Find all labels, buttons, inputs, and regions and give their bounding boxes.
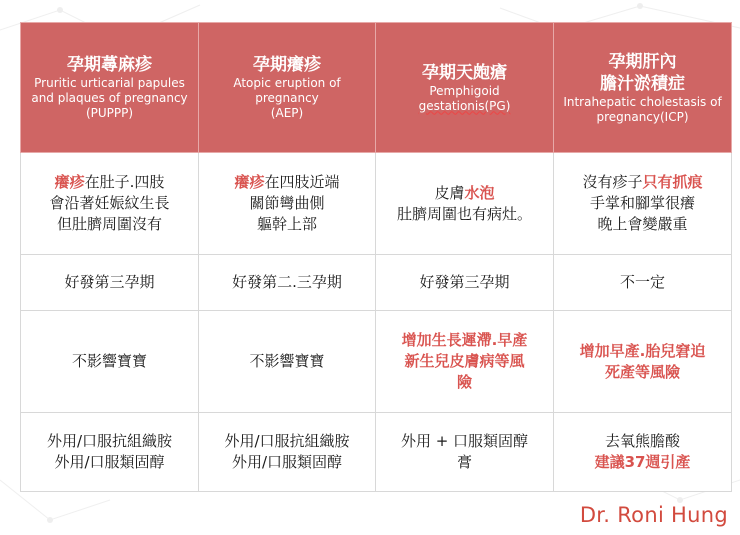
onset-cell-aep: 好發第二.三孕期 bbox=[199, 255, 376, 311]
onset-cell-icp: 不一定 bbox=[554, 255, 732, 311]
highlight-text: 建議37週引產 bbox=[594, 453, 691, 471]
cell-text: 膏 bbox=[456, 453, 472, 471]
header-subtitle: (AEP) bbox=[270, 106, 304, 120]
highlight-text: 增加早產.胎兒窘迫 bbox=[579, 341, 706, 360]
highlight-text: 新生兒皮膚病等風 bbox=[404, 352, 525, 370]
header-subtitle: pregnancy(ICP) bbox=[596, 109, 689, 124]
header-aep bbox=[199, 23, 376, 153]
header-subtitle: Intrahepatic cholestasis of bbox=[563, 94, 722, 109]
author-credit: Dr. Roni Hung bbox=[579, 503, 728, 527]
impact-cell-icp bbox=[554, 311, 732, 413]
symptoms-cell-aep bbox=[199, 153, 376, 255]
cell-text: 皮膚 bbox=[434, 183, 465, 202]
symptoms-cell-pg bbox=[376, 153, 554, 255]
header-puppp bbox=[21, 23, 199, 153]
header-subtitle: Atopic eruption of bbox=[233, 76, 341, 90]
impact-cell-puppp: 不影響寶寶 bbox=[21, 311, 199, 413]
header-title-line2: 膽汁淤積症 bbox=[600, 73, 685, 94]
cell-text: 手掌和腳掌很癢 bbox=[589, 194, 695, 212]
symptoms-row bbox=[21, 153, 732, 255]
highlight-text: 增加生長遲滯.早產 bbox=[401, 331, 528, 349]
onset-cell-pg: 好發第三孕期 bbox=[376, 255, 554, 311]
cell-text: 外用/口服抗組織胺 bbox=[224, 432, 350, 450]
impact-cell-pg bbox=[376, 311, 554, 413]
header-title: 孕期天皰瘡 bbox=[422, 62, 507, 83]
cell-text: 外用/口服類固醇 bbox=[231, 453, 343, 471]
cell-text: 晚上會變嚴重 bbox=[597, 215, 688, 233]
fetal-impact-row bbox=[21, 311, 732, 413]
symptoms-cell-puppp bbox=[21, 153, 199, 255]
cell-text: 會沿著妊娠紋生長 bbox=[49, 194, 170, 212]
cell-text: 外用 + 口服類固醇 bbox=[400, 432, 529, 450]
highlight-text: 只有抓痕 bbox=[642, 173, 703, 191]
highlight-text: 癢疹 bbox=[54, 173, 85, 191]
onset-cell-puppp: 好發第三孕期 bbox=[21, 255, 199, 311]
header-subtitle: pregnancy bbox=[255, 91, 319, 105]
symptoms-cell-icp bbox=[554, 153, 732, 255]
header-subtitle: Pemphigoid bbox=[429, 83, 500, 98]
header-title: 孕期癢疹 bbox=[253, 55, 321, 75]
header-subtitle: (PUPPP) bbox=[85, 106, 134, 120]
header-icp bbox=[554, 23, 732, 153]
highlight-text: 癢疹 bbox=[234, 173, 265, 191]
header-pg bbox=[376, 23, 554, 153]
header-subtitle: gestationis(PG) bbox=[418, 98, 511, 113]
treatment-cell-puppp bbox=[21, 413, 199, 492]
treatment-cell-icp bbox=[554, 413, 732, 492]
highlight-text: 水泡 bbox=[464, 183, 495, 202]
cell-text: 軀幹上部 bbox=[256, 215, 317, 233]
cell-text: 外用/口服類固醇 bbox=[54, 453, 165, 471]
cell-text: 在肚子.四肢 bbox=[84, 173, 165, 191]
cell-text: 沒有疹子 bbox=[582, 173, 643, 191]
highlight-text: 險 bbox=[456, 373, 472, 391]
cell-text: 外用/口服抗組織胺 bbox=[46, 432, 173, 450]
header-subtitle: Pruritic urticarial papules bbox=[34, 76, 185, 90]
cell-text: 在四肢近端 bbox=[264, 173, 340, 191]
header-row bbox=[21, 23, 732, 153]
header-subtitle: and plaques of pregnancy bbox=[31, 91, 188, 105]
cell-text: 肚臍周圍也有病灶。 bbox=[396, 204, 532, 223]
impact-cell-aep: 不影響寶寶 bbox=[199, 311, 376, 413]
header-title: 孕期肝內 bbox=[608, 51, 677, 72]
highlight-text: 死產等風險 bbox=[604, 362, 680, 381]
cell-text: 去氧熊膽酸 bbox=[604, 432, 680, 450]
treatment-cell-pg bbox=[376, 413, 554, 492]
treatment-row bbox=[21, 413, 732, 492]
cell-text: 關節彎曲側 bbox=[249, 194, 325, 212]
treatment-cell-aep bbox=[199, 413, 376, 492]
cell-text: 但肚臍周圍沒有 bbox=[56, 215, 162, 233]
pregnancy-dermatoses-comparison-table bbox=[20, 22, 732, 492]
onset-row bbox=[21, 255, 732, 311]
header-title: 孕期蕁麻疹 bbox=[67, 55, 152, 75]
